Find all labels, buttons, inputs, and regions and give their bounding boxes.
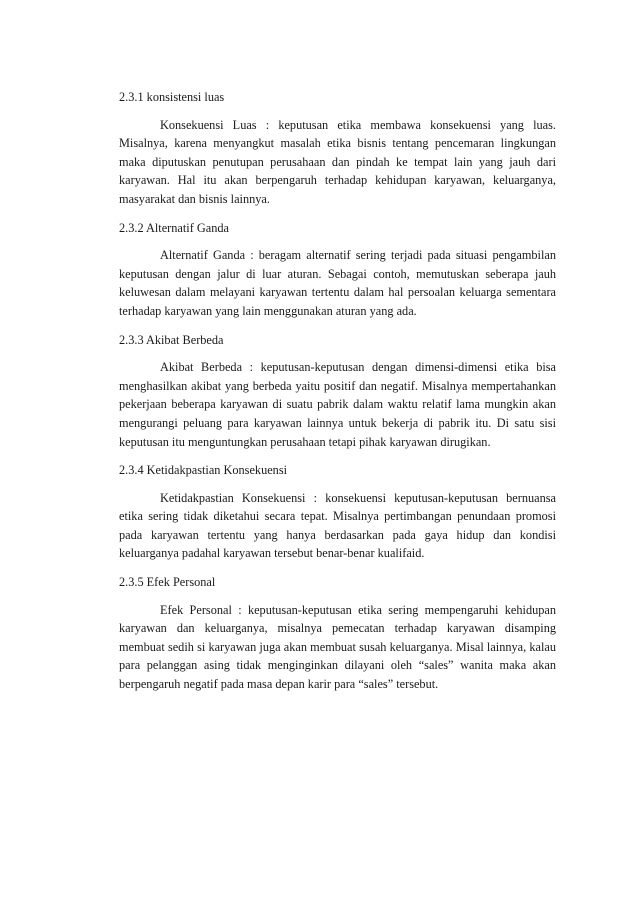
document-body [119,88,556,704]
section-heading: 2.3.1 konsistensi luas [119,90,225,104]
section-paragraph: Konsekuensi Luas : keputusan etika membawa konsekuensi yang luas. Misalnya, karena menyangkut masalah etika bisnis tentang pencemaran lingkungan maka diputuskan penutupan perusahaan dan pindah ke tempat lain yang jauh dari karyawan. Hal itu akan berpengaruh terhadap kehidupan karyawan, keluarganya, masyarakat dan bisnis lainnya. [119,117,556,206]
section-2-3-1 [119,88,556,209]
section-2-3-4 [119,461,556,563]
section-2-3-3 [119,331,556,452]
section-paragraph: Efek Personal : keputusan-keputusan etika sering mempengaruhi kehidupan karyawan dan keluarganya, misalnya pemecatan terhadap karyawan disamping membuat sedih si karyawan juga akan membuat susah keluarganya. Misal lainnya, kalau para pelanggan asing tidak menginginkan dilayani oleh “sales” wanita maka akan berpengaruh negatif pada masa depan karir para “sales” tersebut. [119,602,556,692]
section-paragraph: Alternatif Ganda : beragam alternatif sering terjadi pada situasi pengambilan keputusan dengan jalur di luar aturan. Sebagai contoh, memutuskan seberapa jauh keluwesan dalam melayani karyawan tertentu dalam hal persoalan keluarga sementara terhadap karyawan yang lain menggunakan aturan yang ada. [119,248,556,318]
section-heading: 2.3.2 Alternatif Ganda [119,220,229,235]
section-paragraph: Ketidakpastian Konsekuensi : konsekuensi keputusan-keputusan bernuansa etika sering tidak diketahui secara tepat. Misalnya pertimbangan penundaan promosi pada karyawan tertentu yang hanya berdasarkan pada gaya hidup dan kondisi keluarganya padahal karyawan tersebut benar-benar kualifaid. [119,490,556,561]
section-paragraph: Akibat Berbeda : keputusan-keputusan dengan dimensi-dimensi etika bisa menghasilkan akibat yang berbeda yaitu positif dan negatif. Misalnya mempertahankan pekerjaan beberapa karyawan di suatu pabrik dalam waktu relatif lama mungkin akan mengurangi peluang para karyawan lainnya untuk bekerja di pabrik itu. Di satu sisi keputusan itu menguntungkan perusahaan tetapi pihak karyawan dirugikan. [119,360,556,449]
section-2-3-5 [119,573,556,694]
section-heading: 2.3.3 Akibat Berbeda [119,332,224,347]
section-heading: 2.3.5 Efek Personal [119,575,216,590]
section-heading: 2.3.4 Ketidakpastian Konsekuensi [119,463,288,478]
section-2-3-2 [119,219,556,321]
